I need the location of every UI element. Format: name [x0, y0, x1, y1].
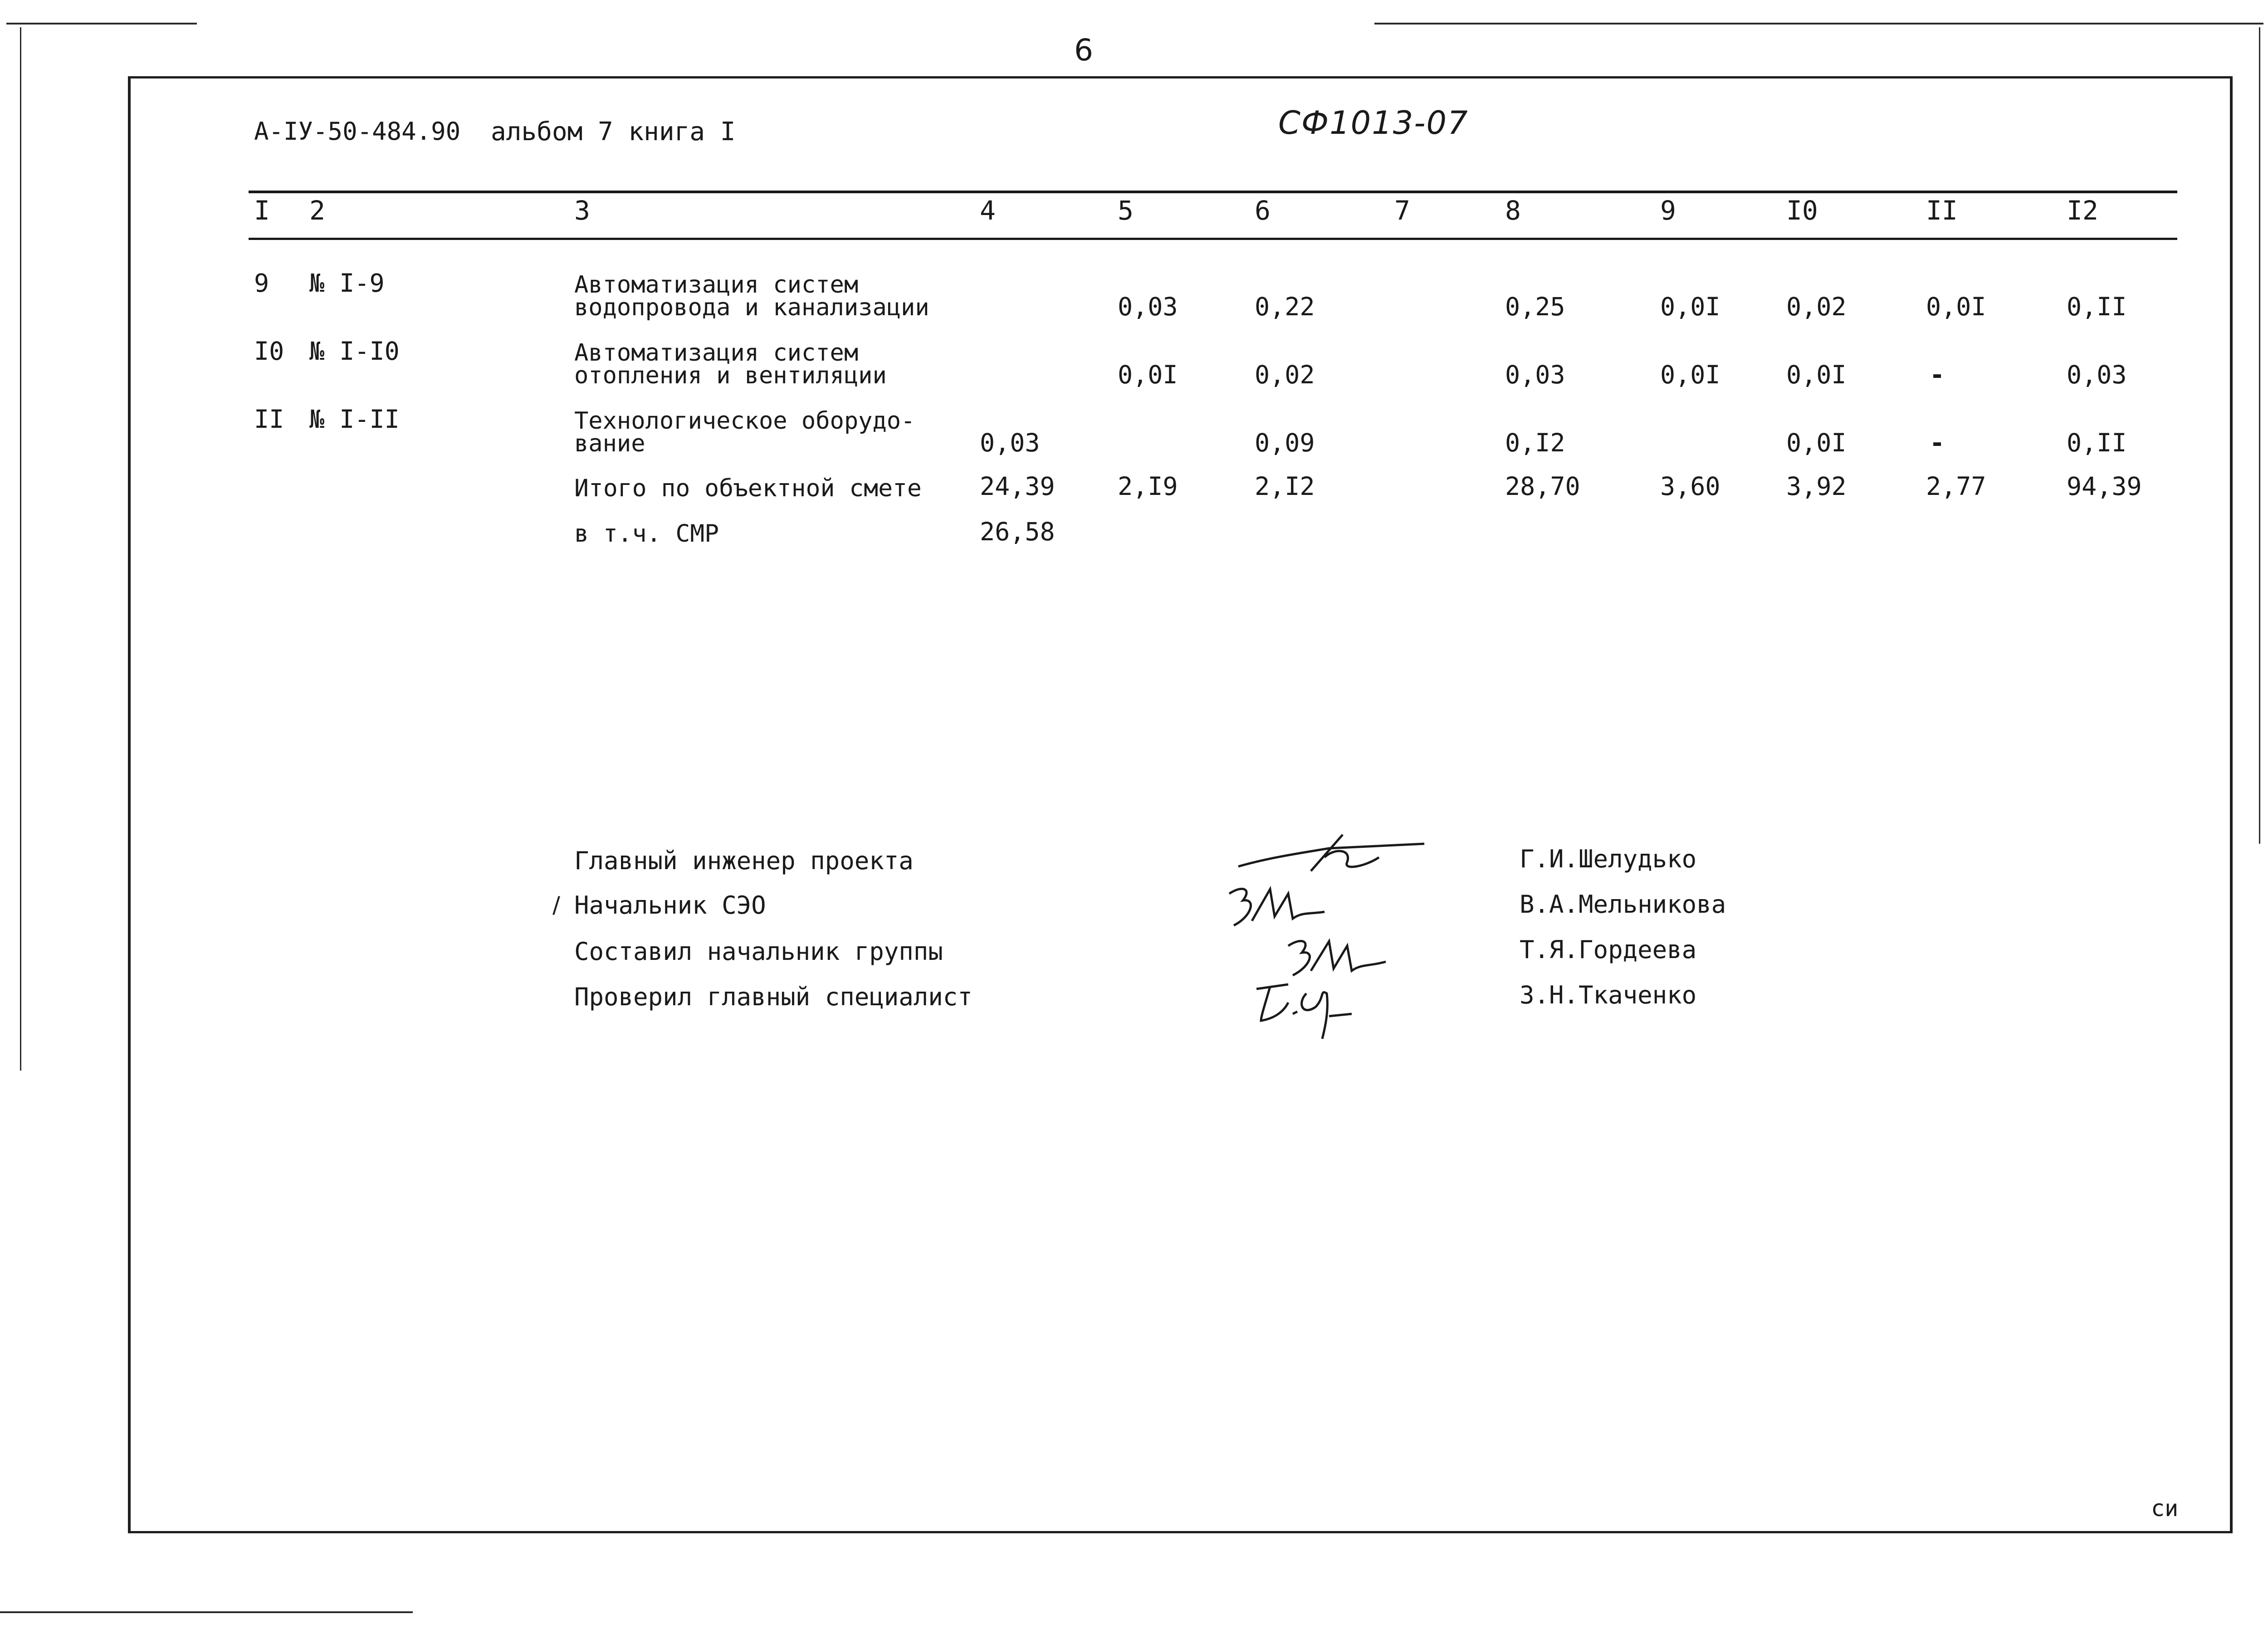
- cell-col6: 0,09: [1255, 428, 1315, 457]
- total-col11: 2,77: [1926, 472, 1986, 501]
- signature-name-chief-engineer: Г.И.Шелудько: [1520, 845, 1697, 873]
- cell-col11: 0,0I: [1926, 292, 1986, 321]
- row-number: 9: [254, 269, 269, 298]
- cell-col6: 0,02: [1255, 360, 1315, 389]
- cell-col5: 0,0I: [1118, 360, 1178, 389]
- signature-name-checked-by: З.Н.Ткаченко: [1520, 981, 1697, 1009]
- footer-mark: си: [2151, 1495, 2179, 1521]
- scan-line-top-left: [6, 23, 197, 24]
- cell-col9: 0,0I: [1660, 360, 1721, 389]
- column-header-9: 9: [1660, 195, 1676, 226]
- album-label: альбом 7 книга I: [491, 117, 736, 147]
- margin-tick-mark: /: [552, 892, 560, 918]
- total-col4: 24,39: [980, 472, 1055, 501]
- total-col8: 28,70: [1505, 472, 1580, 501]
- smr-label: в т.ч. СМР: [574, 520, 719, 548]
- scan-line-left-edge: [20, 27, 21, 1071]
- row-description-line2: вание: [574, 430, 645, 457]
- cell-col5: 0,03: [1118, 292, 1178, 321]
- cell-col10: 0,02: [1786, 292, 1847, 321]
- cell-col11: -: [1930, 360, 1945, 389]
- row-description-line2: отопления и вентиляции: [574, 362, 887, 389]
- page-number: 6: [1074, 33, 1093, 68]
- column-header-7: 7: [1394, 195, 1410, 226]
- total-col5: 2,I9: [1118, 472, 1178, 501]
- column-header-6: 6: [1255, 195, 1271, 226]
- drawing-frame: [128, 76, 2233, 1533]
- scan-line-bottom-left: [0, 1611, 413, 1613]
- signature-title-checked-by: Проверил главный специалист: [574, 983, 973, 1011]
- row-reference: № I-II: [309, 405, 400, 434]
- cell-col12: 0,03: [2067, 360, 2127, 389]
- signature-name-compiled-by: Т.Я.Гордеева: [1520, 935, 1697, 964]
- row-description-line1: Технологическое оборудо-: [574, 407, 915, 435]
- total-label: Итого по объектной смете: [574, 475, 922, 502]
- column-header-11: II: [1926, 195, 1958, 226]
- signature-title-chief-engineer: Главный инженер проекта: [574, 846, 914, 875]
- cell-col8: 0,25: [1505, 292, 1565, 321]
- signature-title-compiled-by: Составил начальник группы: [574, 937, 943, 966]
- cell-col8: 0,I2: [1505, 428, 1565, 457]
- document-code: А-IУ-50-484.90: [254, 117, 461, 146]
- scan-line-right-edge: [2259, 27, 2260, 844]
- row-description-line1: Автоматизация систем: [574, 271, 859, 298]
- column-header-10: I0: [1786, 195, 1818, 226]
- handwritten-signature-2: [1225, 880, 1334, 934]
- total-col9: 3,60: [1660, 472, 1721, 501]
- cell-col4: 0,03: [980, 428, 1040, 457]
- row-reference: № I-I0: [309, 337, 400, 366]
- column-header-1: I: [254, 195, 270, 226]
- cell-col8: 0,03: [1505, 360, 1565, 389]
- signature-name-head-seo: В.А.Мельникова: [1520, 890, 1726, 919]
- row-reference: № I-9: [309, 269, 385, 298]
- row-description-line2: водопровода и канализации: [574, 294, 929, 321]
- handwritten-signature-1: [1234, 830, 1433, 880]
- column-header-5: 5: [1118, 195, 1134, 226]
- total-col6: 2,I2: [1255, 472, 1315, 501]
- cell-col6: 0,22: [1255, 292, 1315, 321]
- cell-col12: 0,II: [2067, 428, 2127, 457]
- cell-col12: 0,II: [2067, 292, 2127, 321]
- row-number: I0: [254, 337, 284, 366]
- column-header-8: 8: [1505, 195, 1521, 226]
- handwritten-signature-4: [1247, 975, 1365, 1043]
- column-header-2: 2: [309, 195, 325, 226]
- table-top-rule: [249, 191, 2177, 193]
- signature-title-head-seo: Начальник СЭО: [574, 891, 766, 920]
- row-number: II: [254, 405, 284, 434]
- cell-col10: 0,0I: [1786, 360, 1847, 389]
- smr-col4: 26,58: [980, 517, 1055, 546]
- scan-line-top-right: [1374, 23, 2263, 24]
- total-col12: 94,39: [2067, 472, 2142, 501]
- sheet-code: СФ1013-07: [1278, 104, 1469, 142]
- handwritten-signature-3: [1284, 934, 1393, 980]
- cell-col9: 0,0I: [1660, 292, 1721, 321]
- column-header-4: 4: [980, 195, 996, 226]
- column-header-3: 3: [574, 195, 590, 226]
- total-col10: 3,92: [1786, 472, 1847, 501]
- cell-col10: 0,0I: [1786, 428, 1847, 457]
- column-header-12: I2: [2067, 195, 2098, 226]
- table-header-rule: [249, 238, 2177, 240]
- row-description-line1: Автоматизация систем: [574, 339, 859, 367]
- cell-col11: -: [1930, 428, 1945, 457]
